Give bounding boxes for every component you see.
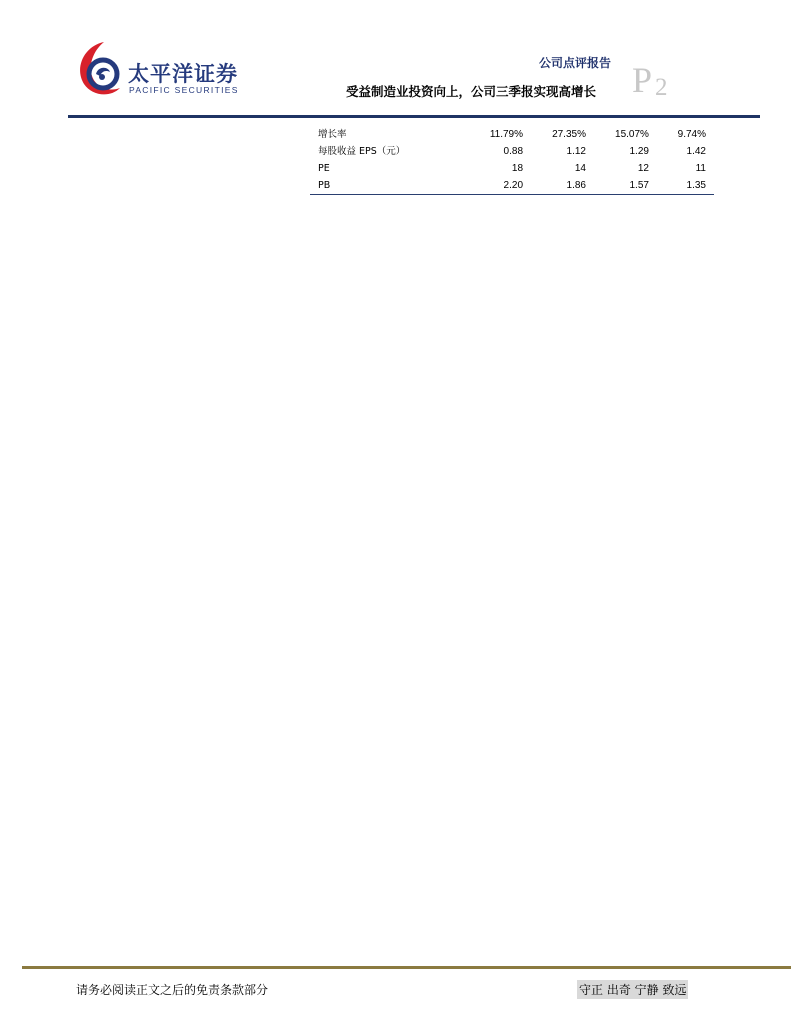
table-cell: 27.35%	[552, 129, 586, 140]
row-label: PB	[310, 177, 468, 195]
header-divider	[68, 115, 760, 118]
page-prefix: P	[632, 60, 653, 100]
table-cell: 1.35	[649, 177, 714, 195]
table-cell: 15.07%	[615, 129, 649, 140]
table-cell: 1.42	[686, 146, 706, 157]
table-cell: 12	[637, 163, 649, 174]
table-cell: 1.12	[566, 146, 586, 157]
table-cell: 11.79%	[489, 129, 524, 140]
row-label: 增长率	[318, 129, 347, 140]
table-cell: 1.57	[586, 177, 649, 195]
table-cell: 9.74%	[677, 129, 706, 140]
table-row	[310, 143, 714, 160]
table-cell: 1.29	[629, 146, 649, 157]
table-row	[310, 126, 714, 143]
row-label: 每股收益 EPS（元）	[318, 146, 406, 157]
pacific-securities-logo-icon	[76, 40, 126, 102]
table-cell: 14	[574, 163, 586, 174]
table-cell: 11	[695, 163, 706, 174]
page-number: 2	[655, 74, 668, 101]
table-cell: 2.20	[468, 177, 523, 195]
financial-forecast-table	[310, 126, 714, 195]
table-row	[310, 177, 714, 195]
table-row	[310, 160, 714, 177]
logo-english-name: PACIFIC SECURITIES	[129, 85, 239, 95]
report-type: 公司点评报告	[539, 56, 612, 70]
disclaimer-note: 请务必阅读正文之后的免责条款部分	[76, 983, 269, 997]
company-logo	[76, 40, 239, 110]
logo-chinese-name: 太平洋证券	[128, 62, 238, 86]
table-cell: 18	[511, 163, 524, 174]
report-title: 受益制造业投资向上，公司三季报实现高增长	[346, 84, 597, 99]
company-slogan: 守正 出奇 宁静 致远	[577, 980, 688, 999]
row-label: PE	[318, 163, 330, 174]
table-cell: 0.88	[503, 146, 524, 157]
footer-divider	[22, 966, 791, 969]
table-cell: 1.86	[523, 177, 586, 195]
